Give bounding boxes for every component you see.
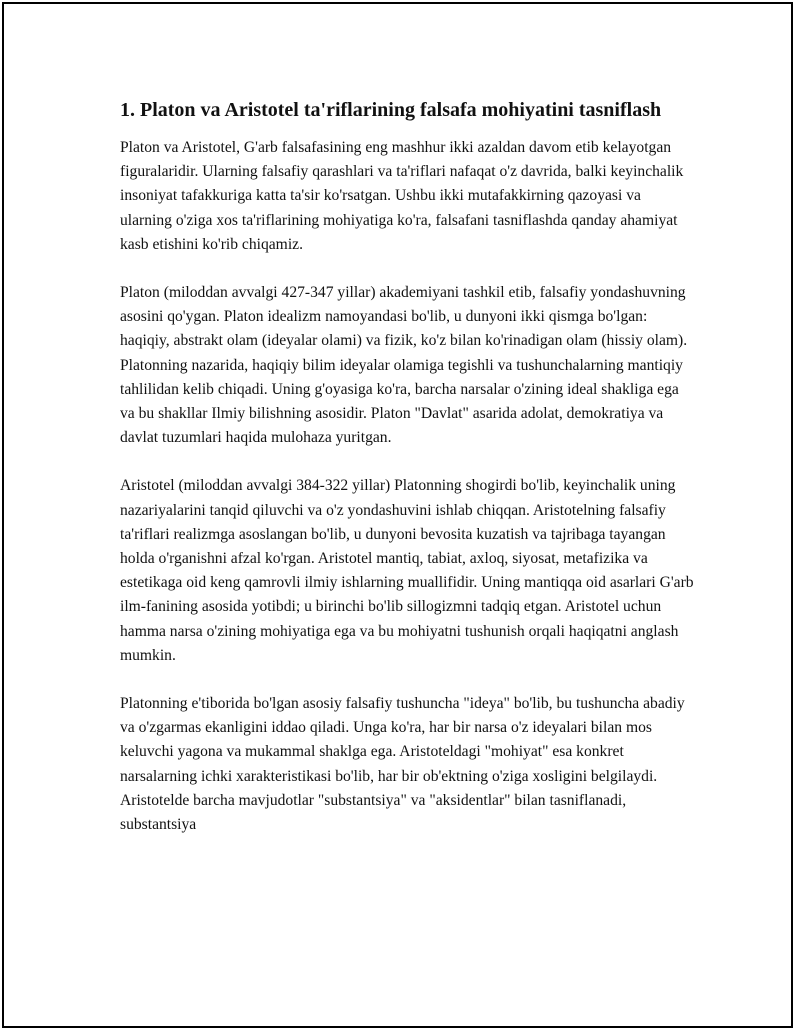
- document-body: [120, 96, 695, 861]
- paragraph: Platonning e'tiborida bo'lgan asosiy falsafiy tushuncha "ideya" bo'lib, bu tushuncha abadiy va o'zgarmas ekanligini iddao qiladi. Unga ko'ra, har bir narsa o'z ideyalari bilan mos keluvchi yagona va mukammal shaklga ega. Aristoteldagi "mohiyat" esa konkret narsalarning ichki xarakteristikasi bo'lib, har bir ob'ektning o'ziga xosligini belgilaydi. Aristotelde barcha mavjudotlar "substantsiya" va "aksidentlar" bilan tasniflanadi, substantsiya: [120, 695, 685, 834]
- paragraph: Platon (miloddan avvalgi 427-347 yillar) akademiyani tashkil etib, falsafiy yondashuvning asosini qo'ygan. Platon idealizm namoyandasi bo'lib, u dunyoni ikki qismga bo'lgan: haqiqiy, abstrakt olam (ideyalar olami) va fizik, ko'z bilan ko'rinadigan olam (hissiy olam). Platonning nazarida, haqiqiy bilim ideyalar olamiga tegishli va tushunchalarning mantiqiy tahlilidan kelib chiqadi. Uning g'oyasiga ko'ra, barcha narsalar o'zining ideal shakliga ega va bu shakllar Ilmiy bilishning asosidir. Platon "Davlat" asarida adolat, demokratiya va davlat tuzumlari haqida mulohaza yuritgan.: [120, 284, 688, 447]
- paragraph: Aristotel (miloddan avvalgi 384-322 yillar) Platonning shogirdi bo'lib, keyinchalik uning nazariyalarini tanqid qiluvchi va o'z yondashuvini ishlab chiqqan. Aristotelning falsafiy ta'riflari realizmga asoslangan bo'lib, u dunyoni bevosita kuzatish va tajribaga tayangan holda o'rganishni afzal ko'rgan. Aristotel mantiq, tabiat, axloq, siyosat, metafizika va estetikaga oid keng qamrovli ilmiy ishlarning muallifidir. Uning mantiqqa oid asarlari G'arb ilm-fanining asosida yotibdi; u birinchi bo'lib sillogizmni tadqiq etgan. Aristotel uchun hamma narsa o'zining mohiyatiga ega va bu mohiyatni tushunish orqali haqiqatni anglash mumkin.: [120, 477, 694, 664]
- section-heading: 1. Platon va Aristotel ta'riflarining falsafa mohiyatini tasniflash: [120, 99, 662, 121]
- paragraph: Platon va Aristotel, G'arb falsafasining eng mashhur ikki azaldan davom etib kelayotgan figuralaridir. Ularning falsafiy qarashlari va ta'riflari nafaqat o'z davrida, balki keyinchalik insoniyat tafakkuriga katta ta'sir ko'rsatgan. Ushbu ikki mutafakkirning qazoyasi va ularning o'ziga xos ta'riflarining mohiyatiga ko'ra, falsafani tasniflashda qanday ahamiyat kasb etishini ko'rib chiqamiz.: [120, 139, 684, 253]
- document-page: [2, 2, 793, 1028]
